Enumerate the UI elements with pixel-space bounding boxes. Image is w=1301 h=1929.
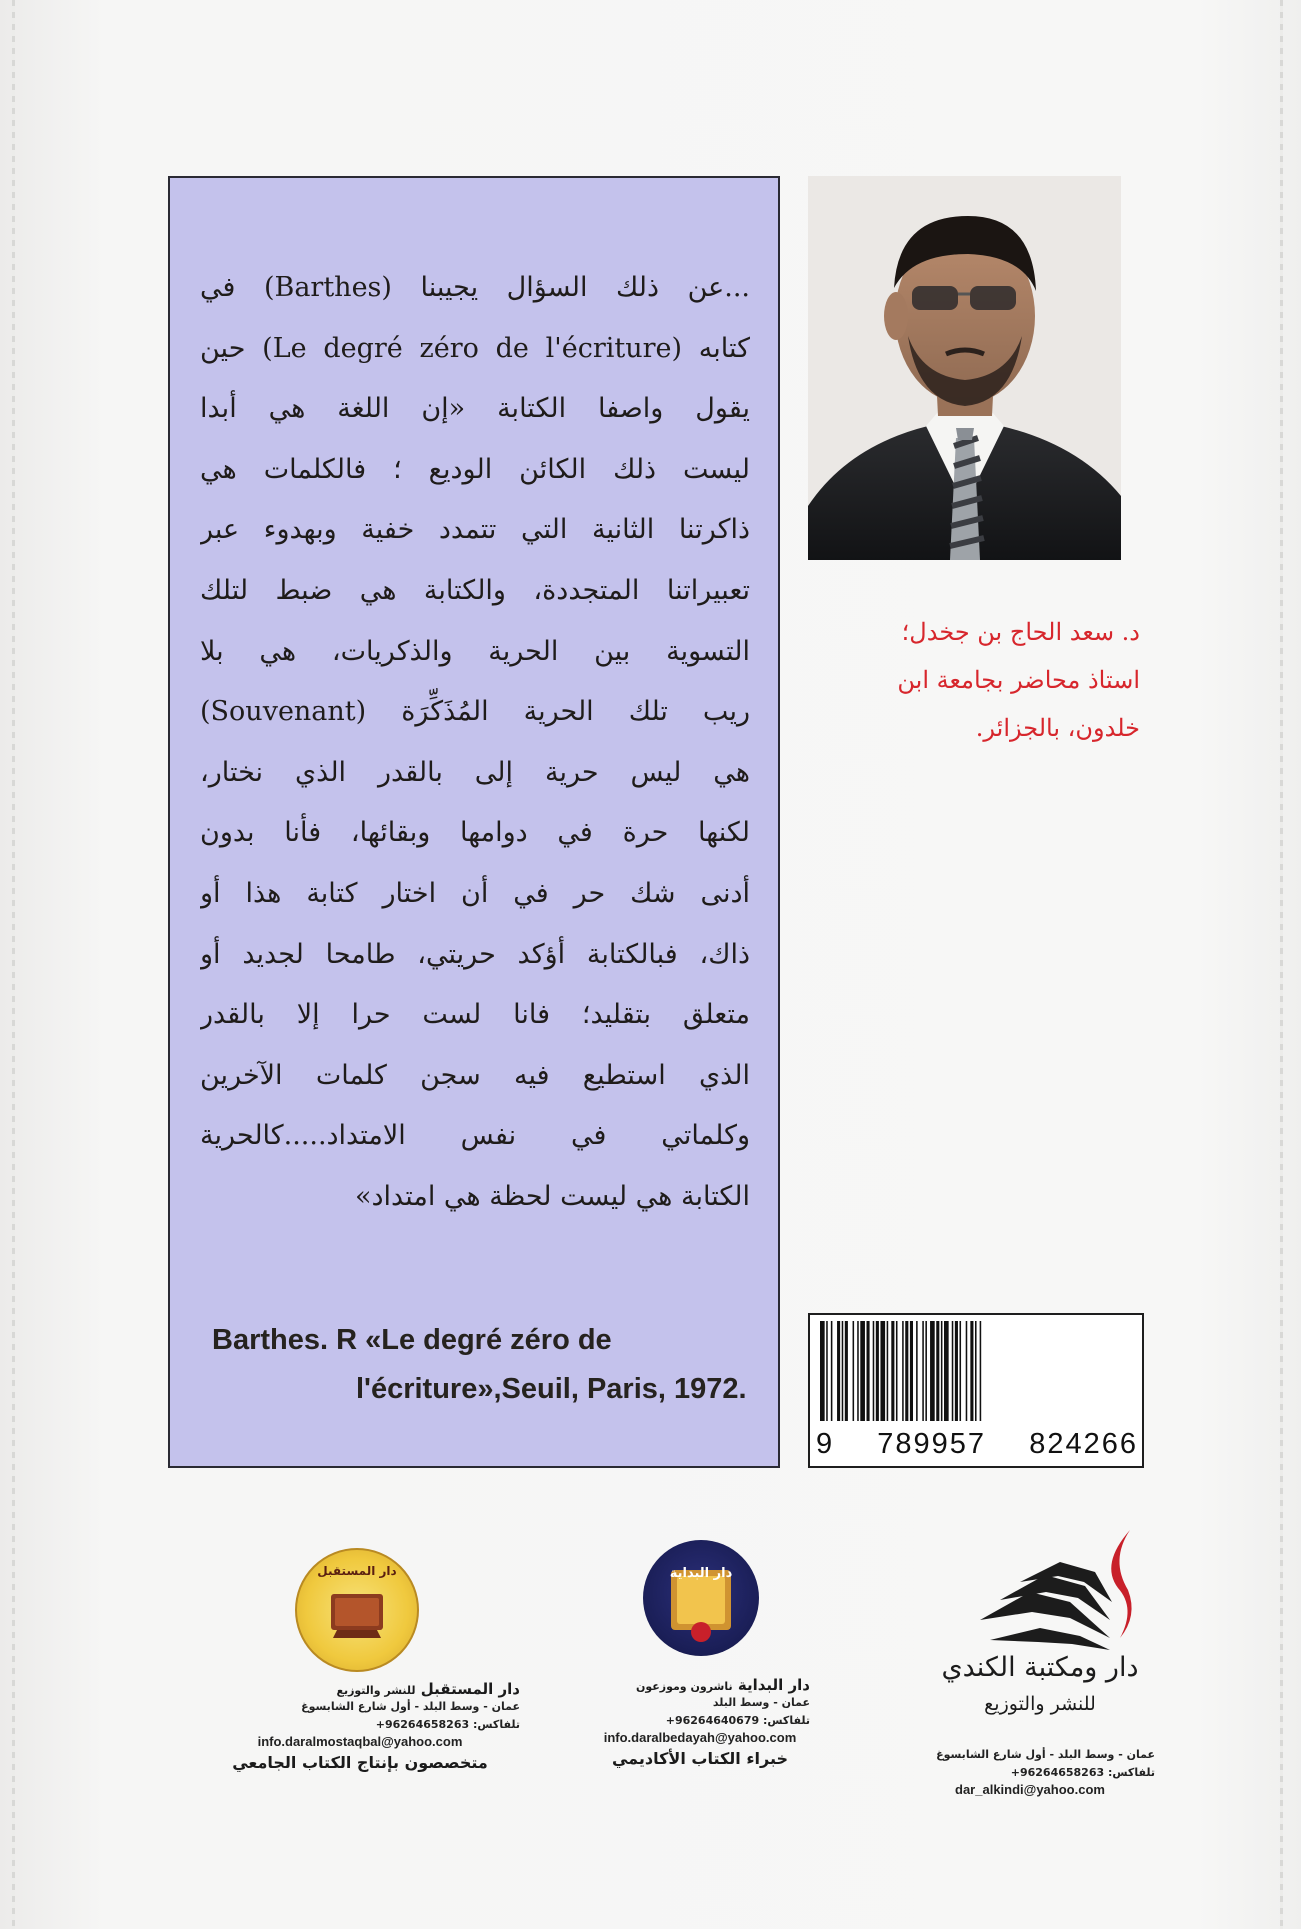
quote-line: ذاكرتنا الثانية التي تتمدد خفية وبهدوء عبر [200, 514, 750, 546]
barcode-bar [857, 1321, 859, 1421]
barcode-bar [966, 1321, 968, 1421]
bedayah-tag: ناشرون وموزعون [635, 1680, 733, 1693]
kindi-logo-icon [960, 1520, 1160, 1660]
quote-panel [168, 176, 780, 1468]
mostaqbal-phone: تلفاكس: 96264658263+ [375, 1718, 520, 1731]
mostaqbal-tag: للنشر والتوزيع [336, 1684, 416, 1697]
barcode-bar [922, 1321, 924, 1421]
barcode-bar [970, 1321, 973, 1421]
barcode-bar [853, 1321, 855, 1421]
bedayah-name-line [590, 1676, 810, 1694]
barcode-bar [842, 1321, 844, 1421]
barcode-bar [876, 1321, 879, 1421]
author-photo [808, 176, 1121, 560]
quote-citation [212, 1316, 752, 1414]
author-name: د. سعد الحاج بن جخدل؛ [901, 618, 1140, 646]
barcode-bar [860, 1321, 865, 1421]
isbn-digit-group: 789957 [877, 1428, 987, 1460]
quote-line: كتابه (Le degré zéro de l'écriture) حين [200, 332, 750, 364]
quote-line: ريب تلك الحرية المُذَكِّرَة (Souvenant) [200, 696, 750, 728]
kindi-address: عمان - وسط البلد - أول شارع الشابسوغ [936, 1748, 1155, 1761]
author-portrait-illustration [808, 176, 1121, 560]
quote-line: تعبيراتنا المتجددة، والكتابة هي ضبط لتلك [200, 574, 750, 606]
quote-line: أدنى شك حر في أن اختار كتابة هذا أو [200, 877, 750, 909]
quote-line: متعلق بتقليد؛ فانا لست حرا إلا بالقدر [200, 999, 750, 1031]
barcode-bar [896, 1321, 898, 1421]
quote-line: ليست ذلك الكائن الوديع ؛ فالكلمات هي [200, 453, 750, 485]
mostaqbal-name-line [200, 1680, 520, 1698]
quote-line: وكلماتي في نفس الامتداد.....كالحرية [200, 1120, 750, 1152]
quote-line: هي ليس حرية إلى بالقدر الذي نختار، [200, 756, 750, 788]
barcode-bar [867, 1321, 870, 1421]
bedayah-phone: تلفاكس: 96264640679+ [665, 1714, 810, 1727]
barcode-bar [902, 1321, 904, 1421]
barcode-bar [936, 1321, 939, 1421]
barcode-bar [955, 1321, 958, 1421]
bedayah-logo-art [643, 1540, 759, 1656]
isbn-number [816, 1428, 1138, 1461]
barcode-bar [845, 1321, 848, 1421]
barcode-bar [980, 1321, 982, 1421]
mostaqbal-logo-icon [295, 1548, 419, 1672]
author-info [820, 608, 1140, 752]
mostaqbal-name: دار المستقبل [420, 1680, 520, 1698]
quote-line: ذاك، فبالكتابة أؤكد حريتي، طامحا لجديد أو [200, 938, 750, 970]
kindi-publisher-name: دار ومكتبة الكندي [941, 1652, 1139, 1683]
author-affiliation: خلدون، بالجزائر. [975, 714, 1140, 742]
bedayah-name: دار البداية [737, 1676, 810, 1694]
cover-edge-right [1280, 0, 1283, 1929]
bedayah-address: عمان - وسط البلد [712, 1696, 810, 1709]
barcode-bar [887, 1321, 889, 1421]
isbn-barcode [808, 1313, 1144, 1468]
bedayah-logo-icon [643, 1540, 759, 1656]
barcode-bar [873, 1321, 875, 1421]
barcode-bar [925, 1321, 927, 1421]
kindi-publisher-subtitle: للنشر والتوزيع [984, 1693, 1096, 1715]
bedayah-contact [590, 1676, 810, 1768]
barcode-bar [960, 1321, 962, 1421]
citation-line-1: Barthes. R «Le degré zéro de [212, 1324, 612, 1356]
bedayah-email: info.daralbedayah@yahoo.com [603, 1730, 797, 1745]
barcode-bar [952, 1321, 954, 1421]
quote-line: يقول واصفا الكتابة «إن اللغة هي أبدا [200, 393, 750, 425]
author-title: استاذ محاضر بجامعة ابن [897, 666, 1140, 694]
quote-line: ...عن ذلك السؤال يجيبنا (Barthes) في [200, 272, 750, 303]
barcode-bar [916, 1321, 918, 1421]
mostaqbal-email: info.daralmostaqbal@yahoo.com [257, 1734, 463, 1749]
barcode-bar [975, 1321, 977, 1421]
kindi-email: dar_alkindi@yahoo.com [955, 1782, 1105, 1797]
quote-text [200, 258, 750, 1228]
quote-line: الكتابة هي ليست لحظة هي امتداد» [355, 1180, 750, 1212]
citation-line-2: l'écriture»,Seuil, Paris, 1972. [356, 1373, 747, 1405]
bedayah-logo-text: دار البداية [669, 1566, 733, 1581]
barcode-bar [826, 1321, 828, 1421]
barcode-bar [880, 1321, 885, 1421]
isbn-digit-group: 824266 [1029, 1428, 1138, 1460]
barcode-bar [820, 1321, 825, 1421]
barcode-bar [891, 1321, 894, 1421]
barcode-bar [930, 1321, 935, 1421]
isbn-digit-group: 9 [816, 1428, 835, 1460]
barcode-bar [941, 1321, 943, 1421]
mostaqbal-address: عمان - وسط البلد - أول شارع الشابسوغ [301, 1700, 520, 1713]
barcode-bars [820, 1321, 1136, 1421]
barcode-bar [905, 1321, 908, 1421]
kindi-contact [905, 1746, 1155, 1797]
barcode-bar [831, 1321, 833, 1421]
mostaqbal-slogan: متخصصون بإنتاج الكتاب الجامعي [232, 1753, 488, 1772]
quote-line: الذي استطيع فيه سجن كلمات الآخرين [200, 1059, 750, 1091]
cover-edge-left [12, 0, 15, 1929]
mostaqbal-logo-text: دار المستقبل [317, 1564, 397, 1578]
mostaqbal-contact [200, 1680, 520, 1772]
bedayah-slogan: خبراء الكتاب الأكاديمي [611, 1749, 789, 1768]
barcode-bar [837, 1321, 840, 1421]
quote-line: لكنها حرة في دوامها وبقائها، فأنا بدون [200, 817, 750, 849]
kindi-phone: تلفاكس: 96264658263+ [1010, 1766, 1155, 1779]
barcode-bar [910, 1321, 913, 1421]
barcode-bar [944, 1321, 949, 1421]
quote-line: التسوية بين الحرية والذكريات، هي بلا [200, 635, 750, 667]
